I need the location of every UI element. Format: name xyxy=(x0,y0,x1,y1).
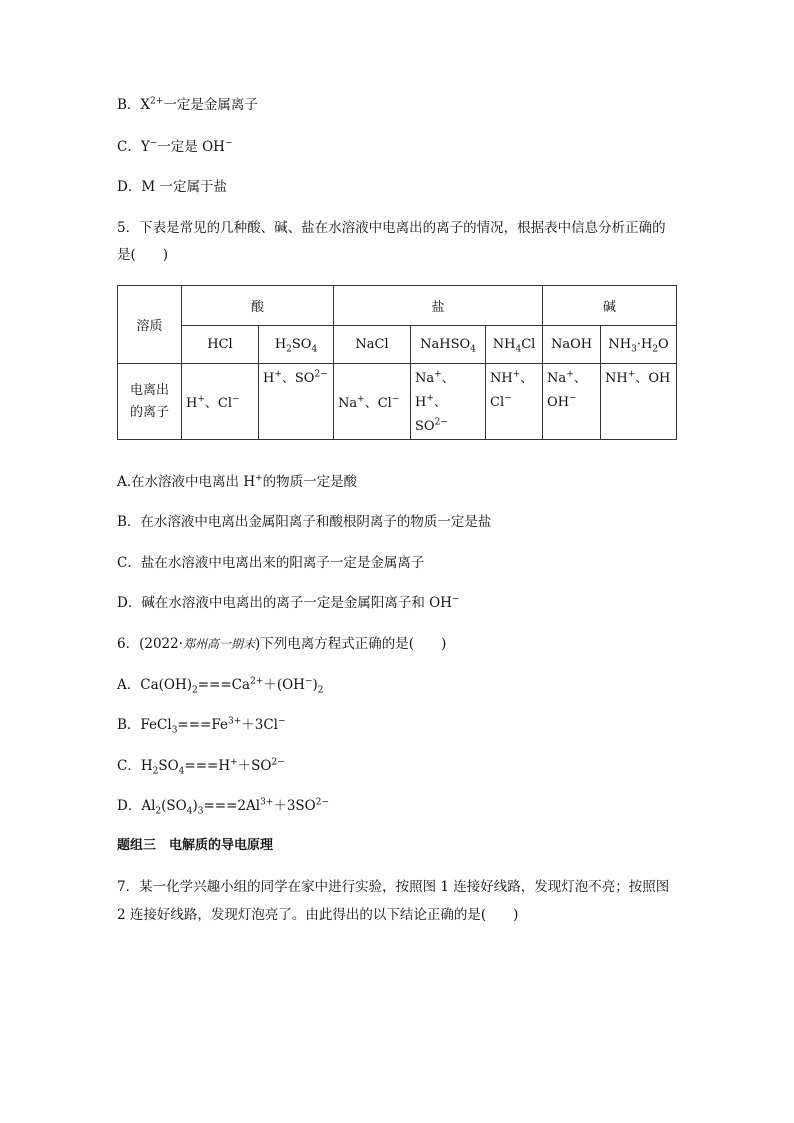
q6-option-d: D．$Al_2(SO_4)_3===2Al^{3+}+3SO^{2-}$ xyxy=(117,797,330,817)
compound-nahso4: NaHSO$_4$ xyxy=(411,326,486,364)
q6-stem: 6．(2022·郑州高一期末)下列电离方程式正确的是( ) xyxy=(117,636,447,652)
q4-option-c: C．Y−一定是 OH− xyxy=(117,138,233,155)
q7-stem-line2: 2 连接好线路，发现灯泡亮了。由此得出的以下结论正确的是( ) xyxy=(117,907,519,923)
salt-header: 盐 xyxy=(334,286,543,326)
ions-nh3h2o: NH+、OH xyxy=(601,364,677,440)
q6-source: 郑州高一期末 xyxy=(183,637,256,651)
q6-option-a: A．$Ca(OH)_2===Ca^{2+}+(OH^-)_2$ xyxy=(117,676,324,696)
compound-nacl: NaCl xyxy=(334,326,411,364)
ions-nahso4: Na+、H+、 $SO^{2-}$ xyxy=(411,364,486,440)
q5-stem-line1: 5．下表是常见的几种酸、碱、盐在水溶液中电离出的离子的情况，根据表中信息分析正确的 xyxy=(117,220,666,236)
compound-nh4cl: $NH_4Cl$ xyxy=(486,326,543,364)
q4-option-d: D．M 一定属于盐 xyxy=(117,179,227,195)
q6-option-c: C．$H_2SO_4===H^++SO^{2-}$ xyxy=(117,757,285,777)
q7-stem-line1: 7．某一化学兴趣小组的同学在家中进行实验，按照图 1 连接好线路，发现灯泡不亮；按照图 xyxy=(117,879,670,895)
ions-h2so4: H+、$SO^{2-}$ xyxy=(259,364,334,440)
compound-h2so4: $H_2SO_4$ xyxy=(259,326,334,364)
q5-stem-line2: 是( ) xyxy=(117,247,169,263)
ions-row-label: 电离出 的离子 xyxy=(118,364,182,440)
q5-option-d: D．碱在水溶液中电离出的离子一定是金属阳离子和 OH− xyxy=(117,594,460,611)
ion-table xyxy=(117,285,677,440)
ions-naoh: Na+、 OH− xyxy=(543,364,601,440)
base-header: 碱 xyxy=(543,286,677,326)
compound-naoh: NaOH xyxy=(543,326,601,364)
compound-nh3h2o: $NH_3\cdot H_2O$ xyxy=(601,326,677,364)
ions-hcl: H+、Cl− xyxy=(182,364,259,440)
q6-option-b: B．$FeCl_3===Fe^{3+}+3Cl^-$ xyxy=(117,716,286,736)
q4-option-b: B．$X^{2+}$一定是金属离子 xyxy=(117,96,258,113)
q5-option-c: C．盐在水溶液中电离出来的阳离子一定是金属离子 xyxy=(117,555,425,571)
q5-option-a: A.在水溶液中电离出 H+的物质一定是酸 xyxy=(117,473,358,490)
ions-nacl: Na+、Cl− xyxy=(334,364,411,440)
solute-header: 溶质 xyxy=(118,286,182,364)
q5-option-b: B．在水溶液中电离出金属阳离子和酸根阴离子的物质一定是盐 xyxy=(117,514,492,530)
ions-nh4cl: NH+、 Cl− xyxy=(486,364,543,440)
compound-hcl: HCl xyxy=(182,326,259,364)
section-heading: 题组三 电解质的导电原理 xyxy=(117,838,274,853)
acid-header: 酸 xyxy=(182,286,334,326)
